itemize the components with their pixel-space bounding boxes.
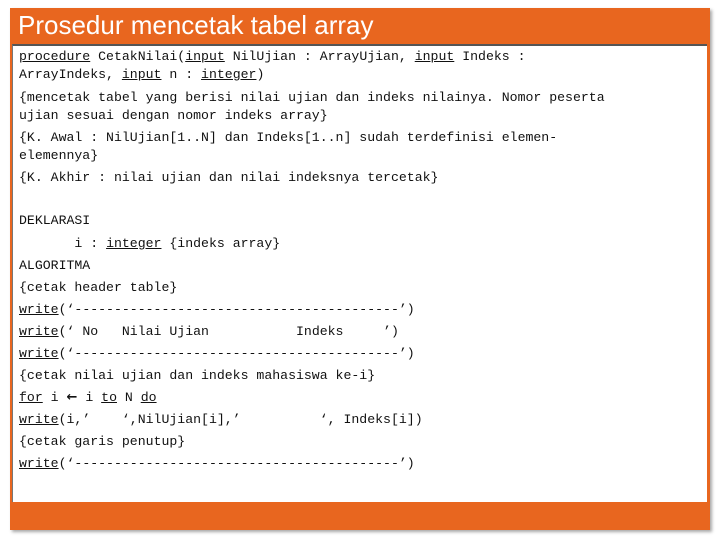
- slide-title: Prosedur mencetak tabel array: [18, 10, 374, 40]
- code-comment-header: {cetak header table}: [19, 280, 178, 295]
- code-comment-initial-state: {K. Awal : NilUjian[1..N] dan Indeks[1..n] sudah terdefinisi elemen-: [19, 130, 558, 145]
- assign-arrow-icon: ←: [66, 390, 78, 405]
- keyword-write: write: [19, 412, 59, 427]
- keyword-integer: integer: [106, 236, 162, 251]
- code-text: N: [116, 390, 141, 405]
- code-line-write-header: [19, 323, 399, 341]
- code-comment-initial-state-cont: elemennya}: [19, 148, 99, 163]
- code-line-algoritma: ALGORITMA: [19, 258, 91, 273]
- code-line-for-loop: [19, 389, 157, 407]
- keyword-integer: integer: [201, 67, 257, 82]
- code-comment-description: {mencetak tabel yang berisi nilai ujian dan indeks nilainya. Nomor peserta: [19, 90, 605, 105]
- keyword-do: do: [140, 390, 157, 405]
- keyword-write: write: [19, 346, 59, 361]
- keyword-input: input: [121, 67, 162, 82]
- code-text: {indeks array}: [161, 236, 281, 251]
- code-line-write-bottom-border: [19, 455, 415, 473]
- keyword-for: for: [19, 390, 43, 405]
- keyword-input: input: [185, 49, 225, 64]
- code-line-write-mid-border: [19, 345, 415, 363]
- keyword-to: to: [101, 390, 117, 405]
- code-line-procedure-params: [19, 66, 264, 84]
- code-text: (‘-----------------------------------------’): [58, 346, 415, 361]
- code-text: (‘-----------------------------------------’): [58, 456, 415, 471]
- code-line-write-row: [19, 411, 423, 429]
- code-comment-footer: {cetak garis penutup}: [19, 434, 186, 449]
- code-line-write-top-border: [19, 301, 415, 319]
- keyword-write: write: [19, 324, 59, 339]
- code-text: (‘-----------------------------------------’): [58, 302, 415, 317]
- code-text: ): [256, 67, 265, 82]
- code-text: i: [42, 390, 67, 405]
- code-text: i :: [19, 236, 107, 251]
- code-line-procedure-header: [19, 48, 526, 66]
- keyword-write: write: [19, 456, 59, 471]
- code-comment-final-state: {K. Akhir : nilai ujian dan nilai indeksnya tercetak}: [19, 170, 439, 185]
- code-text: (i,’ ‘,NilUjian[i],’ ‘, Indeks[i]): [58, 412, 423, 427]
- code-text: NilUjian : ArrayUjian,: [224, 49, 415, 64]
- code-text: i: [77, 390, 102, 405]
- code-line-deklarasi: DEKLARASI: [19, 213, 91, 228]
- keyword-input: input: [414, 49, 455, 64]
- code-text: ArrayIndeks,: [19, 67, 122, 82]
- code-line-var-declaration: [19, 235, 280, 253]
- code-text: n :: [161, 67, 202, 82]
- keyword-write: write: [19, 302, 59, 317]
- code-comment-description-cont: ujian sesuai dengan nomor indeks array}: [19, 108, 328, 123]
- content-panel: [12, 44, 707, 502]
- code-text: Indeks :: [454, 49, 526, 64]
- code-comment-loop: {cetak nilai ujian dan indeks mahasiswa ke-i}: [19, 368, 376, 383]
- code-text: (‘ No Nilai Ujian Indeks ’): [58, 324, 399, 339]
- code-text: CetakNilai(: [90, 49, 186, 64]
- keyword-procedure: procedure: [19, 49, 91, 64]
